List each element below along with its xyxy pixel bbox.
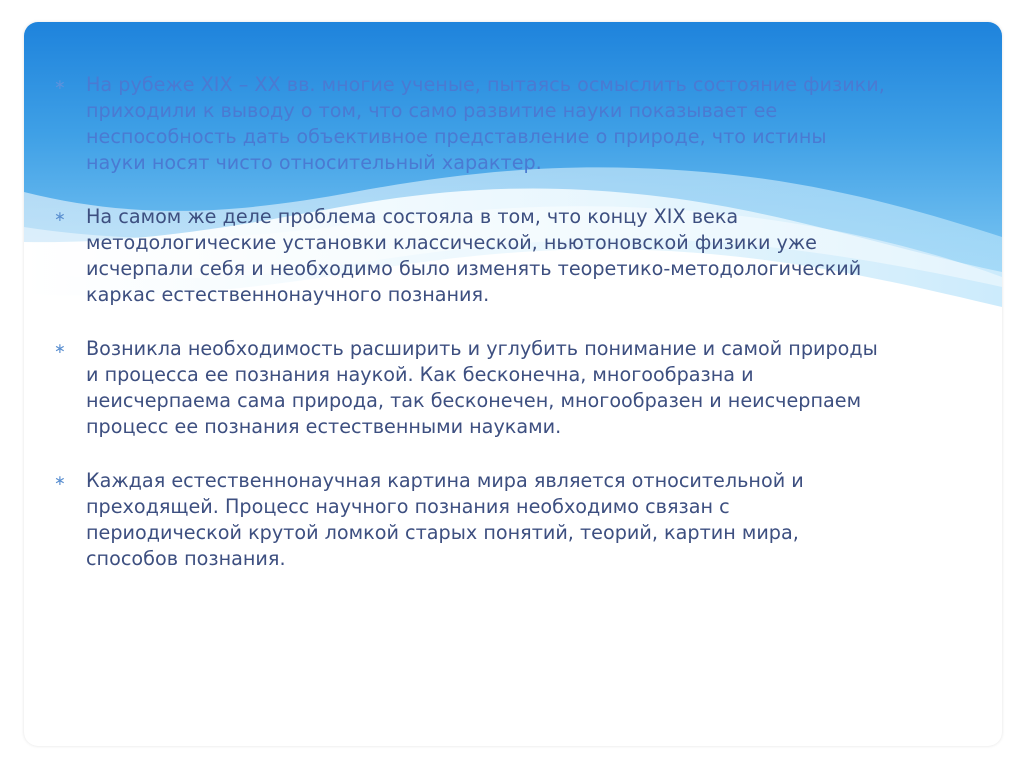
list-item — [54, 336, 969, 440]
bullet-icon: ∗ — [54, 473, 66, 489]
list-item-text: Возникла необходимость расширить и углубить понимание и самой природы и процесса ее познания наукой. Как бесконечна, многообразна и неисчерпаема сама природа, так бесконечен, многообразен и неисчерпаем процесс ее познания естественными науками. — [86, 337, 878, 438]
list-item — [54, 204, 969, 308]
list-item-text: На самом же деле проблема состояла в том, что концу XIX века методологические установки классической, ньютоновской физики уже исчерпали себя и необходимо было изменять теоретико-методологический каркас естественнонаучного познания. — [86, 205, 862, 306]
list-item-text: Каждая естественнонаучная картина мира является относительной и преходящей. Процесс научного познания необходимо связан с периодической крутой ломкой старых понятий, теорий, картин мира, способов познания. — [86, 469, 804, 570]
bullet-icon: ∗ — [54, 209, 66, 225]
bullet-list — [54, 72, 969, 600]
list-item — [54, 72, 969, 176]
list-item-text: На рубеже XIX – XX вв. многие ученые, пытаясь осмыслить состояние физики, приходили к выводу о том, что само развитие науки показывает ее неспособность дать объективное представление о природе, что истины науки носят чисто относительный характер. — [86, 73, 885, 174]
slide — [24, 22, 1002, 746]
bullet-icon: ∗ — [54, 341, 66, 357]
bullet-icon: ∗ — [54, 77, 66, 93]
list-item — [54, 468, 969, 572]
